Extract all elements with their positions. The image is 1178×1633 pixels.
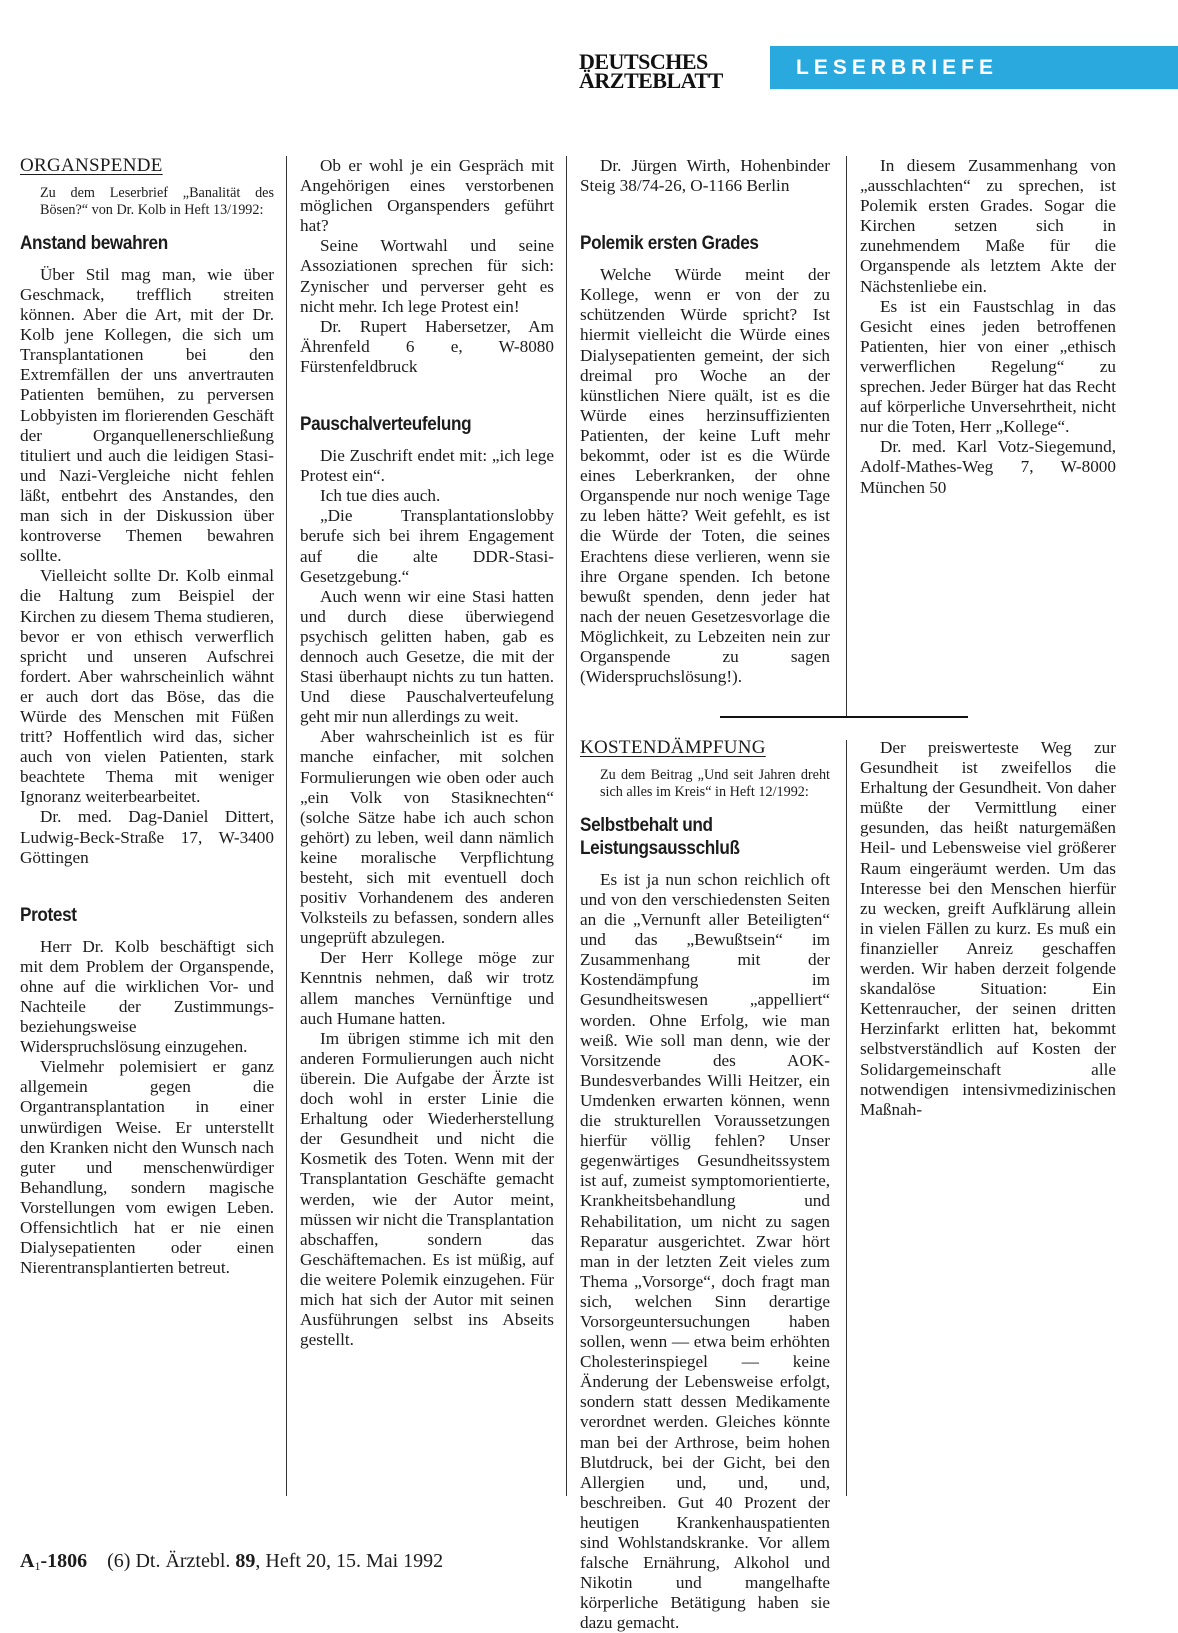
letter-paragraph: Vielleicht sollte Dr. Kolb einmal die Haltung zum Beispiel der Kirchen zu diesem Thema studieren, bevor er von ethisch verwerflich spricht und unseren Aufschrei fordert. Aber wahrscheinlich wähnt er auch dort das Böse, das die Würde des Menschen mit Füßen tritt? Hoffentlich wird das, sicher auch von vielen Patienten, stark beachtete Thema mit weniger Ignoranz weiterbearbeitet.	[20, 566, 274, 807]
column-divider	[846, 156, 847, 716]
article-headline-line-1: Selbstbehalt und	[580, 813, 713, 836]
letter-paragraph: Es ist ein Faustschlag in das Gesicht eines jeden betroffenen Patienten, hier von einer „ethisch verwerflichen Regelung“ zu sprechen. Jeder Bürger hat das Recht auf körperliche Unversehrtheit, nicht nur die Toten, Herr „Kollege“.	[860, 296, 1116, 437]
letter-signature: Dr. Jürgen Wirth, Hohenbinder Steig 38/74-26, O-1166 Berlin	[580, 156, 830, 196]
column-3-bottom	[580, 738, 830, 1633]
letter-paragraph: Aber wahrscheinlich ist es für manche einfacher, mit solchen Formulierungen wie oben oder auch „ein Volk von Stasiknechten“ (solche Sätze habe ich auch schon gehört) zu leben, weil dann nämlich keine moralische Verpflichtung besteht, sich mit eventuell doch positiv Vorhandenem des anderen Volksteils zu befassen, sondern alles ungeprüft abzulegen.	[300, 727, 554, 948]
letter-paragraph: Der Herr Kollege möge zur Kenntnis nehmen, daß wir trotz allem manches Vernünftige und auch Humane hatten.	[300, 948, 554, 1028]
letter-headline-pauschalverteufelung: Pauschalverteufelung	[300, 413, 472, 436]
journal-logo	[579, 49, 729, 93]
letter-signature: Dr. med. Dag-Daniel Dittert, Ludwig-Beck-Straße 17, W-3400 Göttingen	[20, 807, 274, 867]
intro-organspende: Zu dem Leserbrief „Banalität des Bösen?“ von Dr. Kolb in Heft 13/1992:	[40, 185, 274, 218]
rubric-banner: LESERBRIEFE	[770, 46, 1178, 89]
letter-headline-anstand: Anstand bewahren	[20, 231, 168, 254]
section-heading-kostendaempfung: KOSTENDÄMPFUNG	[580, 737, 766, 758]
letter-paragraph: Seine Wortwahl und seine Assoziationen sprechen für sich: Zynischer und perverser geht es nicht mehr. Ich lege Protest ein!	[300, 236, 554, 316]
article-headline-line-2: Leistungsausschluß	[580, 836, 740, 859]
issue-ref-b: , Heft 20, 15. Mai 1992	[255, 1550, 444, 1572]
letter-paragraph: Ob er wohl je ein Gespräch mit Angehörigen eines verstorbenen möglichen Organspenders geführt hat?	[300, 156, 554, 236]
letter-headline-protest: Protest	[20, 903, 77, 926]
column-divider	[286, 156, 287, 1496]
letter-paragraph: Auch wenn wir eine Stasi hatten und durch diese überwiegend psychisch gelitten haben, gab es dennoch auch Gesetze, die mit der Stasi überhaupt nichts zu tun hatten. Und diese Pauschalverteufelung geht mir nun allerdings zu weit.	[300, 586, 554, 727]
page-prefix: A	[20, 1550, 35, 1572]
logo-line-1: DEUTSCHES	[579, 49, 708, 74]
letter-paragraph: Über Stil mag man, wie über Geschmack, trefflich streiten können. Aber die Art, mit der Dr. Kolb jene Kollegen, die sich um Transplantationen bei den Extremfällen der uns anvertrauten Patienten bemühen, zu perversen Lobbyisten im florierenden Geschäft der Organquellenerschließung tituliert und auch die leidigen Stasi- und Nazi-Vergleiche nicht fehlen läßt, entbehrt des Anstandes, den man sich in der Diskussion über kontroverse Themen bewahren sollte.	[20, 264, 274, 566]
column-divider	[846, 740, 847, 1496]
letter-headline-polemik: Polemik ersten Grades	[580, 232, 759, 255]
column-2	[300, 156, 554, 1350]
letter-signature: Dr. Rupert Habersetzer, Am Ährenfeld 6 e, W-8080 Fürstenfeldbruck	[300, 316, 554, 376]
section-heading-organspende: ORGANSPENDE	[20, 155, 163, 176]
column-4-top	[860, 156, 1116, 498]
column-4-bottom	[860, 738, 1116, 1120]
intro-kostendaempfung: Zu dem Beitrag „Und seit Jahren dreht sich alles im Kreis“ in Heft 12/1992:	[600, 767, 830, 800]
letter-paragraph: Vielmehr polemisiert er ganz allgemein gegen die Organtransplantation in einer unwürdigen Weise. Er unterstellt den Kranken nicht den Wunsch nach guter und menschenwürdiger Behandlung, sondern magische Vorstellungen vom ewigen Leben. Offensichtlich hat er nie einen Dialysepatienten oder einen Nierentransplantierten betreut.	[20, 1057, 274, 1278]
page-footer	[20, 1550, 443, 1574]
column-divider	[566, 156, 567, 1496]
letter-paragraph: Im übrigen stimme ich mit den anderen Formulierungen auch nicht überein. Die Aufgabe der Ärzte ist doch wohl in erster Linie die Erhaltung oder Wiederherstellung der Gesundheit und nicht die Kosmetik des Toten. Wenn mit der Transplantation Geschäfte gemacht werden, wie der Autor meint, müssen wir nicht die Transplantation abschaffen, sondern das Geschäftemachen. Es ist müßig, auf die weitere Polemik einzugehen. Für mich hat sich der Autor mit seinen Ausführungen selbst ins Abseits gestellt.	[300, 1028, 554, 1350]
letter-paragraph: Welche Würde meint der Kollege, wenn er von der zu schützenden Würde spricht? Ist hiermit vielleicht die Würde eines Dialysepatienten gemeint, der sich dreimal pro Woche an der künstlichen Niere quält, ist es die Würde eines herzinsuffizienten Patienten, der keine Luft mehr bekommt, oder ist es die Würde eines Leberkranken, der ohne Organspende nur noch wenige Tage zu leben hätte? Weit gefehlt, es ist die Würde der Toten, die seines Erachtens diese verlieren, wenn sie ihre Organe spenden. Ich betone bewußt spenden, denn jeder hat nach der neuen Gesetzesvorlage die Möglichkeit, zu Lebzeiten nein zur Organspende zu sagen (Widerspruchslösung!).	[580, 265, 830, 687]
letter-paragraph: In diesem Zusammenhang von „ausschlachten“ zu sprechen, ist Polemik ersten Grades. Sogar die Kirchen setzen sich in zunehmendem Maße für die Organspende als letztem Akte der Nächstenliebe ein.	[860, 156, 1116, 296]
issue-ref-a: (6) Dt. Ärztebl.	[107, 1550, 231, 1572]
volume-number: 89	[235, 1550, 256, 1572]
letter-paragraph: Es ist ja nun schon reichlich oft und von den verschiedensten Seiten an die „Vernunft aller Beteiligten“ und das „Bewußtsein“ im Zusammenhang mit der Kostendämpfung im Gesundheitswesen „appelliert“ worden. Ohne Erfolg, wie man weiß. Wie soll man denn, wie der Vorsitzende des AOK-Bundesverbandes Willi Heitzer, ein Umdenken erwarten können, wenn die strukturellen Voraussetzungen hierfür völlig fehlen? Unser gegenwärtiges Gesundheitssystem ist auf, zumeist symptomorientierte, Krankheitsbehandlung und Rehabilitation, um nicht zu sagen Reparatur ausgerichtet. Zwar hört man in der letzten Zeit vieles zum Thema „Vorsorge“, doch fragt man sich, welchen Sinn derartige Vorsorgeuntersuchungen haben sollen, wenn — etwa beim erhöhten Cholesterinspiegel — keine Änderung der Lebensweise erfolgt, sondern statt dessen Medikamente verordnet werden. Gleiches könnte man bei der Arthrose, beim hohen Blutdruck, bei der Gicht, bei den Allergien und, und, und, beschreiben. Gut 40 Prozent der heutigen Krankenhauspatienten sind Wohlstandskranke. Vor allem falsche Ernährung, Alkohol und Nikotin und mangelhafte körperliche Betätigung haben sie dazu gemacht.	[580, 869, 830, 1633]
column-1	[20, 156, 274, 1278]
page-number: -1806	[40, 1550, 88, 1572]
page-prefix-subscript: 1	[34, 1559, 41, 1573]
letter-paragraph: Herr Dr. Kolb beschäftigt sich mit dem Problem der Organspende, ohne auf die wirklichen Vor- und Nachteile der Zustimmungs- beziehungsweise Widerspruchslösung einzugehen.	[20, 936, 274, 1057]
letter-paragraph: „Die Transplantationslobby berufe sich bei ihrem Engagement auf die alte DDR-Stasi-Gesetzgebung.“	[300, 506, 554, 586]
letter-paragraph: Ich tue dies auch.	[320, 486, 441, 506]
section-separator	[720, 716, 968, 718]
letter-paragraph: Die Zuschrift endet mit: „ich lege Protest ein“.	[300, 446, 554, 486]
letter-paragraph: Der preiswerteste Weg zur Gesundheit ist zweifellos die Erhaltung der Gesundheit. Von daher müßte der Vermittlung einer gesunden, das heißt naturgemäßen Heil- und Lebensweise viel größerer Raum eingeräumt werden. Um das Interesse bei den Menschen hierfür zu wecken, greift Aufklärung allein in vielen Fällen zu kurz. Es muß ein finanzieller Anreiz geschaffen werden. Wir haben derzeit folgende skandalöse Situation: Ein Kettenraucher, der seinen dritten Herzinfarkt erlitten hat, bekommt selbstverständlich auf Kosten der Solidargemeinschaft alle notwendigen intensivmedizinischen Maßnah-	[860, 738, 1116, 1119]
logo-line-2: ÄRZTEBLATT	[579, 68, 723, 93]
column-3	[580, 156, 830, 687]
letter-signature: Dr. med. Karl Votz-Siegemund, Adolf-Mathes-Weg 7, W-8000 München 50	[860, 437, 1116, 497]
